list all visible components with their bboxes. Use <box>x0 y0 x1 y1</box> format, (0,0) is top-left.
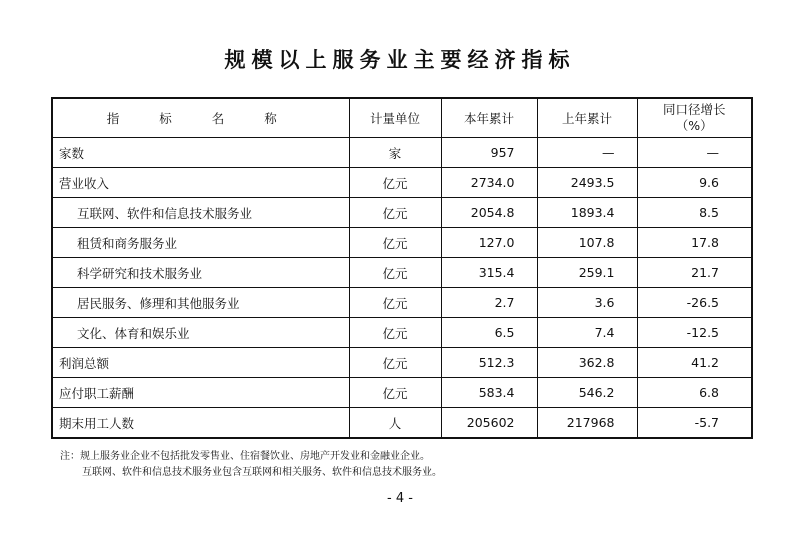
row-current: 2734.0 <box>441 168 537 198</box>
row-previous: 362.8 <box>537 348 637 378</box>
row-current: 315.4 <box>441 258 537 288</box>
header-previous-year: 上年累计 <box>537 98 637 138</box>
row-name: 利润总额 <box>52 348 349 378</box>
row-unit: 亿元 <box>349 168 441 198</box>
page-title: 规模以上服务业主要经济指标 <box>224 48 576 72</box>
row-unit: 亿元 <box>349 348 441 378</box>
row-previous: — <box>537 138 637 168</box>
row-unit: 亿元 <box>349 378 441 408</box>
table-header-row <box>52 98 752 138</box>
header-growth-unit: （%） <box>675 118 713 133</box>
header-growth-label: 同口径增长 <box>662 102 726 117</box>
row-name: 租赁和商务服务业 <box>52 228 349 258</box>
row-current: 583.4 <box>441 378 537 408</box>
header-unit: 计量单位 <box>349 98 441 138</box>
page-number: - 4 - <box>387 491 413 506</box>
row-previous: 1893.4 <box>537 198 637 228</box>
row-unit: 家 <box>349 138 441 168</box>
table-row <box>52 138 752 168</box>
row-name: 家数 <box>52 138 349 168</box>
row-growth: 8.5 <box>637 198 752 228</box>
row-growth: — <box>637 138 752 168</box>
footnote-definition: 互联网、软件和信息技术服务业包含互联网和相关服务、软件和信息技术服务业。 <box>82 467 442 478</box>
row-current: 127.0 <box>441 228 537 258</box>
row-previous: 217968 <box>537 408 637 439</box>
row-growth: 21.7 <box>637 258 752 288</box>
table-row <box>52 348 752 378</box>
table-row <box>52 318 752 348</box>
row-unit: 亿元 <box>349 318 441 348</box>
header-indicator-name: 指 标 名 称 <box>52 98 349 138</box>
row-unit: 亿元 <box>349 258 441 288</box>
row-name: 应付职工薪酬 <box>52 378 349 408</box>
row-previous: 546.2 <box>537 378 637 408</box>
row-current: 2.7 <box>441 288 537 318</box>
row-unit: 亿元 <box>349 198 441 228</box>
row-growth: 17.8 <box>637 228 752 258</box>
row-growth: 41.2 <box>637 348 752 378</box>
row-growth: -26.5 <box>637 288 752 318</box>
row-current: 205602 <box>441 408 537 439</box>
row-current: 512.3 <box>441 348 537 378</box>
table-row <box>52 258 752 288</box>
table-row <box>52 168 752 198</box>
row-current: 957 <box>441 138 537 168</box>
row-previous: 7.4 <box>537 318 637 348</box>
row-unit: 亿元 <box>349 288 441 318</box>
table-row <box>52 288 752 318</box>
row-growth: -12.5 <box>637 318 752 348</box>
table-row <box>52 228 752 258</box>
header-current-year: 本年累计 <box>441 98 537 138</box>
row-previous: 107.8 <box>537 228 637 258</box>
row-previous: 259.1 <box>537 258 637 288</box>
indicator-table <box>51 97 753 439</box>
row-growth: 9.6 <box>637 168 752 198</box>
row-unit: 人 <box>349 408 441 439</box>
table-row <box>52 378 752 408</box>
row-unit: 亿元 <box>349 228 441 258</box>
row-current: 2054.8 <box>441 198 537 228</box>
row-name: 期末用工人数 <box>52 408 349 439</box>
footnote-scope: 注：规上服务业企业不包括批发零售业、住宿餐饮业、房地产开发业和金融业企业。 <box>60 451 430 462</box>
row-previous: 3.6 <box>537 288 637 318</box>
header-growth <box>637 98 752 138</box>
table-row <box>52 198 752 228</box>
row-previous: 2493.5 <box>537 168 637 198</box>
row-name: 互联网、软件和信息技术服务业 <box>52 198 349 228</box>
row-growth: -5.7 <box>637 408 752 439</box>
row-name: 居民服务、修理和其他服务业 <box>52 288 349 318</box>
row-name: 营业收入 <box>52 168 349 198</box>
table-row <box>52 408 752 439</box>
row-name: 科学研究和技术服务业 <box>52 258 349 288</box>
row-current: 6.5 <box>441 318 537 348</box>
row-name: 文化、体育和娱乐业 <box>52 318 349 348</box>
row-growth: 6.8 <box>637 378 752 408</box>
